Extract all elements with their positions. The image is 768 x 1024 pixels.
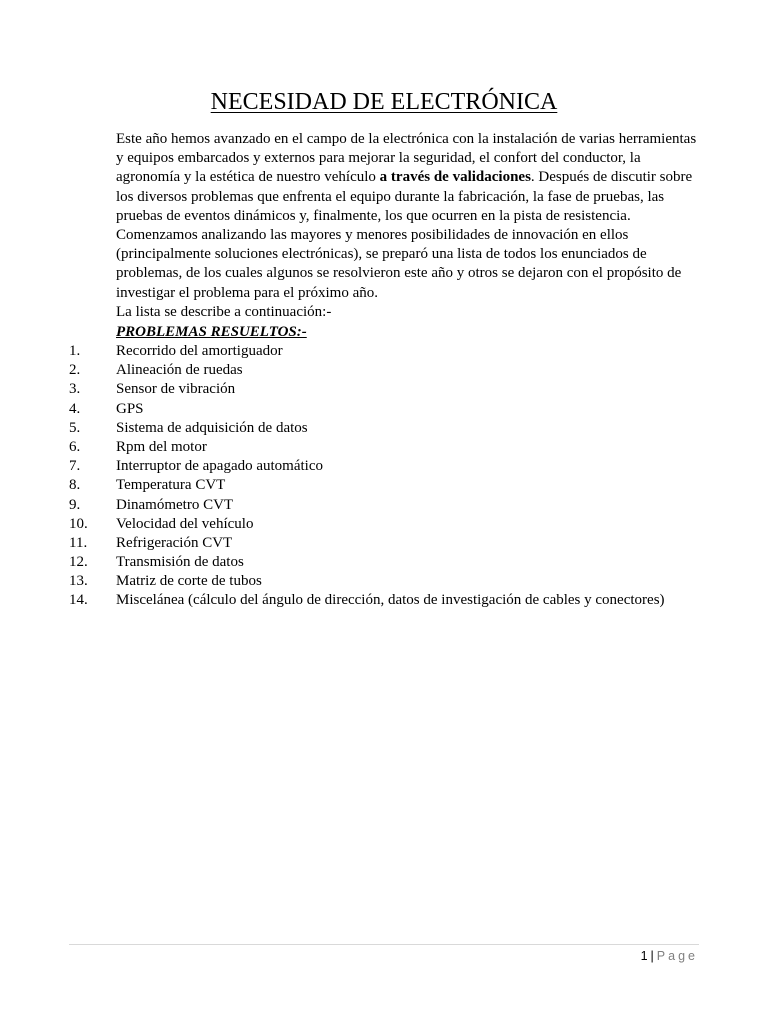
problem-number: 4. (69, 400, 81, 417)
section-heading: PROBLEMAS RESUELTOS:- (116, 324, 307, 340)
problem-text: Interruptor de apagado automático (116, 458, 323, 475)
problem-number: 6. (69, 438, 81, 455)
problem-number: 3. (69, 381, 81, 398)
page-number: 1 (640, 949, 648, 963)
problem-number: 5. (69, 419, 81, 436)
intro-text-part1: Este año hemos avanzado en el campo de la electrónica con la instalación de varias herramientas y equipos embarcados y externos para mejorar la seguridad, el confort del conductor, la agronomía y la estética de nuestro vehículo (116, 131, 697, 186)
problem-item (0, 515, 768, 534)
problem-number: 8. (69, 477, 81, 494)
problem-item (0, 400, 768, 419)
problem-item (0, 591, 768, 610)
problem-text: Refrigeración CVT (116, 534, 233, 551)
problem-number: 11. (69, 534, 88, 551)
problem-text: Recorrido del amortiguador (116, 343, 283, 359)
problem-item (0, 457, 768, 476)
page-label: Page (656, 949, 698, 963)
intro-text-part2: . Después de discutir sobre los diversos problemas que enfrenta el equipo durante la fabricación, la fase de pruebas, las pruebas de eventos dinámicos y, finalmente, los que ocurren en la pista de resistencia. Comenzamos analizando las mayores y menores posibilidades de innovación en ellos (principalmente soluciones electrónicas), se preparó una lista de todos los enunciados de problemas, de los cuales algunos se resolvieron este año y otros se dejaron con el propósito de investigar el problema para el próximo año. (116, 169, 693, 301)
problem-text: Velocidad del vehículo (116, 515, 254, 532)
footer-divider (69, 944, 699, 945)
page-footer (641, 947, 698, 965)
problem-text: GPS (116, 400, 144, 417)
problem-item (0, 476, 768, 495)
problem-text: Dinamómetro CVT (116, 496, 234, 513)
problem-item (0, 342, 768, 361)
list-intro: La lista se describe a continuación:- (116, 303, 332, 320)
problem-text: Transmisión de datos (116, 554, 244, 571)
problem-item (0, 572, 768, 591)
document-title: NECESIDAD DE ELECTRÓNICA (210, 89, 558, 115)
problem-text: Rpm del motor (116, 438, 207, 455)
problem-item (0, 438, 768, 457)
problem-number: 13. (69, 573, 88, 590)
footer-separator: | (650, 949, 654, 963)
problem-number: 10. (69, 515, 88, 532)
problem-number: 14. (69, 592, 88, 609)
problem-number: 12. (69, 554, 88, 571)
problem-item (0, 496, 768, 515)
problem-item (0, 553, 768, 572)
problem-number: 1. (69, 343, 81, 359)
problem-number: 9. (69, 496, 81, 513)
problem-list (0, 342, 768, 611)
intro-text (116, 130, 706, 303)
problem-text: Sensor de vibración (116, 381, 236, 398)
problem-number: 2. (69, 362, 81, 379)
problem-text: Miscelánea (cálculo del ángulo de dirección, datos de investigación de cables y conectores) (116, 592, 665, 609)
problem-item (0, 534, 768, 553)
problem-text: Matriz de corte de tubos (116, 573, 262, 590)
intro-paragraph (116, 130, 706, 322)
intro-text-bold: a través de validaciones (379, 169, 531, 186)
problem-text: Temperatura CVT (116, 477, 226, 494)
problem-item (0, 419, 768, 438)
problem-item (0, 380, 768, 399)
problem-text: Sistema de adquisición de datos (116, 419, 308, 436)
problem-number: 7. (69, 458, 81, 475)
problem-item (0, 361, 768, 380)
problem-text: Alineación de ruedas (116, 362, 243, 379)
